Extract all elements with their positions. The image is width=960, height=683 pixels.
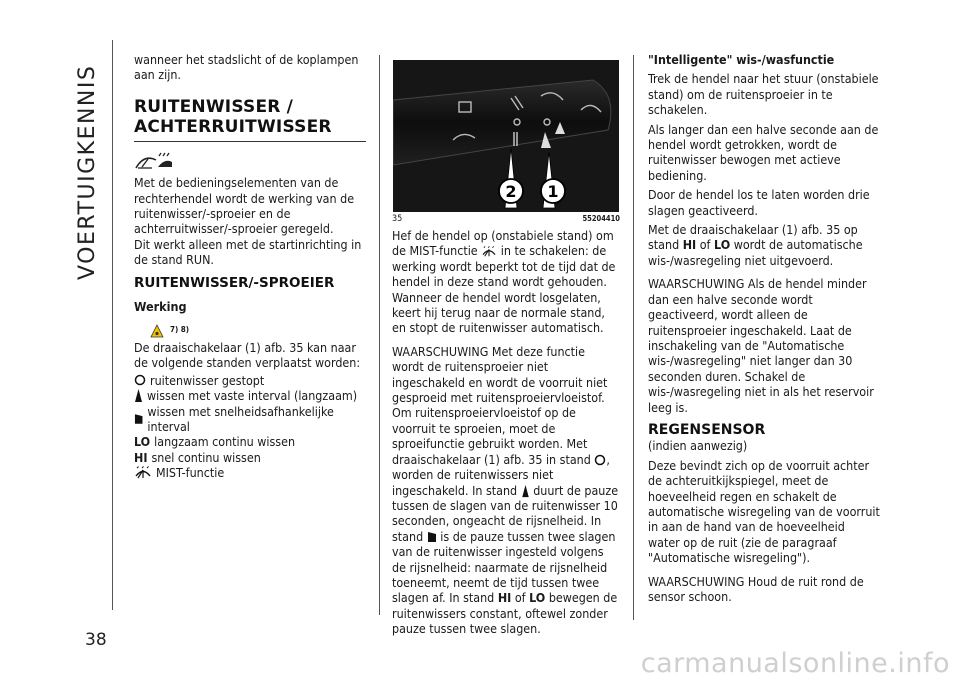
figure-number: 35 — [392, 214, 403, 224]
list-item-text: MIST-functie — [156, 465, 225, 481]
column-divider-2 — [633, 55, 634, 620]
intelligent-wash-title: "Intelligente" wis-/wasfunctie — [648, 52, 835, 67]
page-number: 38 — [85, 630, 107, 650]
regensensor-title: REGENSENSOR — [648, 421, 766, 438]
para-warning-wash: WAARSCHUWING Als de hendel minder dan een halve seconde wordt geactiveerd, wordt alleen de ruitensproeier ingeschakeld. Laat de inschakeling van de "Automatische wis-/wasregeling" niet langer dan 30 seconden duren. Schakel de wis-/wasregeling niet in als het reservoir leeg is. — [648, 276, 874, 415]
hi-label: HI — [134, 449, 148, 465]
list-item-text: wissen met snelheidsafhankelijke interval — [147, 403, 334, 434]
warning-hand-icon — [150, 324, 164, 338]
interval-speed-icon — [134, 413, 143, 425]
para-rotary: De draaischakelaar (1) afb. 35 kan naar de volgende standen verplaatst worden: — [134, 339, 361, 371]
sidebar-divider — [112, 40, 113, 610]
list-item-text: ruitenwisser gestopt — [150, 372, 265, 388]
interval-speed-icon — [427, 531, 437, 543]
circle-off-icon — [134, 374, 146, 386]
circle-off-icon — [594, 454, 606, 466]
list-item — [134, 450, 366, 465]
callout-2: 2 — [505, 182, 517, 201]
callout-1: 1 — [547, 182, 559, 201]
para-run: Dit werkt alleen met de startinrichting in de stand RUN. — [134, 236, 362, 268]
column-1 — [134, 52, 366, 481]
wiper-washer-icon — [134, 150, 366, 175]
para-release: Door de hendel los te laten worden drie slagen geactiveerd. — [648, 187, 870, 218]
para-rain-sensor: Deze bevindt zich op de voorruit achter de achteruitkijkspiegel, meet de hoeveelheid regen en schakelt de automatische wisregeling van de voorruit in aan de hand van de hoeveelheid water op de ruit (zie de paragraaf "Automatische wisregeling"). — [648, 457, 880, 566]
column-divider-1 — [379, 55, 380, 615]
para-if-present: (indien aanwezig) — [648, 438, 748, 454]
para-controls: Met de bedieningselementen van de rechterhendel wordt de werking van de ruitenwisser/-sproeier en de achterruitwisser/-sproeier geregeld. — [134, 175, 355, 237]
list-item — [134, 373, 366, 388]
list-item — [134, 465, 366, 480]
list-item — [134, 404, 366, 435]
section-rule — [134, 141, 366, 142]
para-warning-sensor: WAARSCHUWING Houd de ruit rond de sensor schoon. — [648, 573, 864, 604]
para-half-second: Als langer dan een halve seconde aan de hendel wordt getrokken, wordt de ruitenwisser bewogen met actieve bediening. — [648, 121, 879, 183]
watermark-text: carmanualsonline.info — [640, 648, 950, 679]
warning-references: 7) 8) — [170, 325, 190, 335]
figure-caption — [392, 214, 620, 224]
subsection-title: RUITENWISSER/-SPROEIER — [134, 274, 335, 291]
lo-label: LO — [134, 434, 151, 450]
list-item-text: wissen met vaste interval (langzaam) — [147, 388, 358, 404]
mist-icon — [134, 466, 152, 480]
para-pull: Trek de hendel naar het stuur (onstabiele stand) om de ruitensproeier in te schakelen. — [648, 71, 879, 118]
warning-refs — [150, 322, 366, 337]
intro-text: wanneer het stadslicht of de koplampen aan zijn. — [134, 52, 359, 83]
figure-35-image — [393, 60, 619, 212]
werking-label: Werking — [134, 299, 187, 315]
chapter-title: VOERTUIGKENNIS — [75, 64, 100, 280]
list-item-text: langzaam continu wissen — [154, 434, 296, 450]
interval-slow-icon — [134, 389, 143, 403]
section-title: RUITENWISSER / ACHTERRUITWISSER — [134, 96, 332, 137]
para-warning-mist: WAARSCHUWING Met deze functie wordt de ruitensproeier niet ingeschakeld en wordt de voorruit niet gesproeid met ruitensproeiervloeistof. Om ruitensproeiervloeistof op de voorruit te sproeien, moet de sproeifunctie gebruikt worden. Met draaischakelaar (1) afb. 35 in stand , worden de ruitenwissers niet ingeschakeld. In stand duurt de pauze tussen de slagen van de ruitenwisser 10 seconden, ongeacht de rijsnelheid. In stand is de pauze tussen twee slagen van de ruitenwisser ingesteld volgens de rijsnelheid: naarmate de rijsnelheid toeneemt, neemt de tijd tussen twee slagen af. In stand HI of LO bewegen de ruitenwissers constant, oftewel zonder pauze tussen twee slagen. — [392, 343, 619, 637]
para-hi-lo: Met de draaischakelaar (1) afb. 35 op stand HI of LO wordt de automatische wis-/wasregeling niet uitgevoerd. — [648, 222, 863, 268]
column-2 — [392, 228, 620, 645]
list-item — [134, 434, 366, 449]
mist-icon — [481, 246, 497, 258]
interval-slow-icon — [521, 485, 530, 498]
column-3 — [648, 52, 880, 612]
list-item — [134, 388, 366, 403]
list-item-text: snel continu wissen — [151, 449, 261, 465]
figure-code: 55204410 — [582, 214, 620, 223]
para-mist: Hef de hendel op (onstabiele stand) om de MIST-functie in te schakelen: de werking wordt beperkt tot de tijd dat de hendel in deze stand wordt gehouden. Wanneer de hendel wordt losgelaten, keert hij terug naar de normale stand, en stopt de ruitenwisser automatisch. — [392, 228, 616, 336]
